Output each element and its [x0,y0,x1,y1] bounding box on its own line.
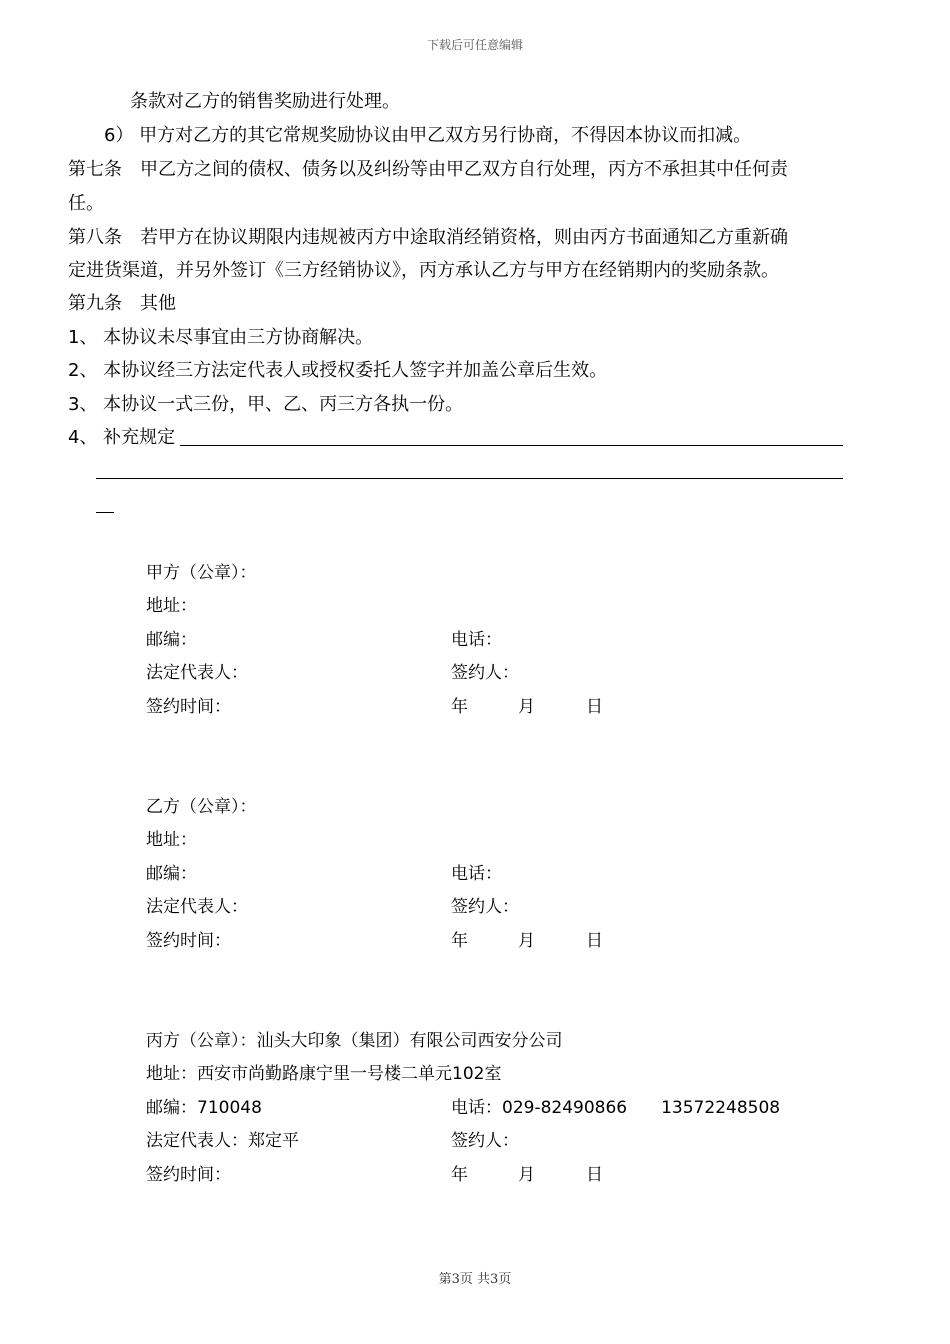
party-a-postcode: 邮编： [146,630,197,650]
party-a-signer: 签约人： [451,663,519,683]
list-item: 2、 本协议经三方法定代表人或授权委托人签字并加盖公章后生效。 [68,360,608,381]
article-8-line-1: 第八条 若甲方在协议期限内违规被丙方中途取消经销资格，则由丙方书面通知乙方重新确 [68,227,788,248]
party-c-address: 地址：西安市尚勤路康宁里一号楼二单元102室 [146,1064,502,1084]
party-c-representative: 法定代表人：郑定平 [146,1131,299,1151]
fill-in-line [96,512,114,513]
article-7-line-1: 第七条 甲乙方之间的债权、债务以及纠纷等由甲乙双方自行处理，丙方不承担其中任何责 [68,159,788,180]
article-8-line-2: 定进货渠道，并另外签订《三方经销协议》，丙方承认乙方与甲方在经销期内的奖励条款。 [68,260,779,281]
party-c-signer: 签约人： [451,1131,519,1151]
party-b-address: 地址： [146,830,197,850]
fill-in-line [96,478,843,479]
party-c-phone: 电话：029-82490866 13572248508 [451,1098,781,1118]
day-label: 日 [586,1165,603,1185]
party-c-postcode: 邮编：710048 [146,1098,262,1118]
month-label: 月 [518,1165,535,1185]
party-c-date-label: 签约时间： [146,1165,231,1185]
party-a-seal: 甲方（公章）： [146,563,257,583]
year-label: 年 [451,1165,468,1185]
article-7-line-2: 任。 [68,193,104,214]
list-item: 1、 本协议未尽事宜由三方协商解决。 [68,327,374,348]
month-label: 月 [518,697,535,717]
day-label: 日 [586,931,603,951]
day-label: 日 [586,697,603,717]
page-footer: 第3页 共3页 [438,1272,512,1287]
year-label: 年 [451,697,468,717]
clause-6-item: 6） 甲方对乙方的其它常规奖励协议由甲乙双方另行协商，不得因本协议而扣减。 [104,125,752,146]
party-b-representative: 法定代表人： [146,897,248,917]
party-b-date-label: 签约时间： [146,931,231,951]
article-9-heading: 第九条 其他 [68,293,176,314]
party-a-phone: 电话： [451,630,502,650]
list-item: 3、 本协议一式三份，甲、乙、丙三方各执一份。 [68,394,464,415]
party-b-postcode: 邮编： [146,864,197,884]
page-header: 下载后可任意编辑 [426,38,523,52]
party-c-seal: 丙方（公章）：汕头大印象（集团）有限公司西安分公司 [146,1031,563,1051]
year-label: 年 [451,931,468,951]
party-b-signer: 签约人： [451,897,519,917]
party-a-date-label: 签约时间： [146,697,231,717]
party-b-seal: 乙方（公章）： [146,797,257,817]
party-b-phone: 电话： [451,864,502,884]
fill-in-line [180,445,843,446]
paragraph-line: 条款对乙方的销售奖励进行处理。 [130,91,400,112]
party-a-address: 地址： [146,596,197,616]
list-item: 4、 补充规定 [68,427,176,448]
party-a-representative: 法定代表人： [146,663,248,683]
month-label: 月 [518,931,535,951]
